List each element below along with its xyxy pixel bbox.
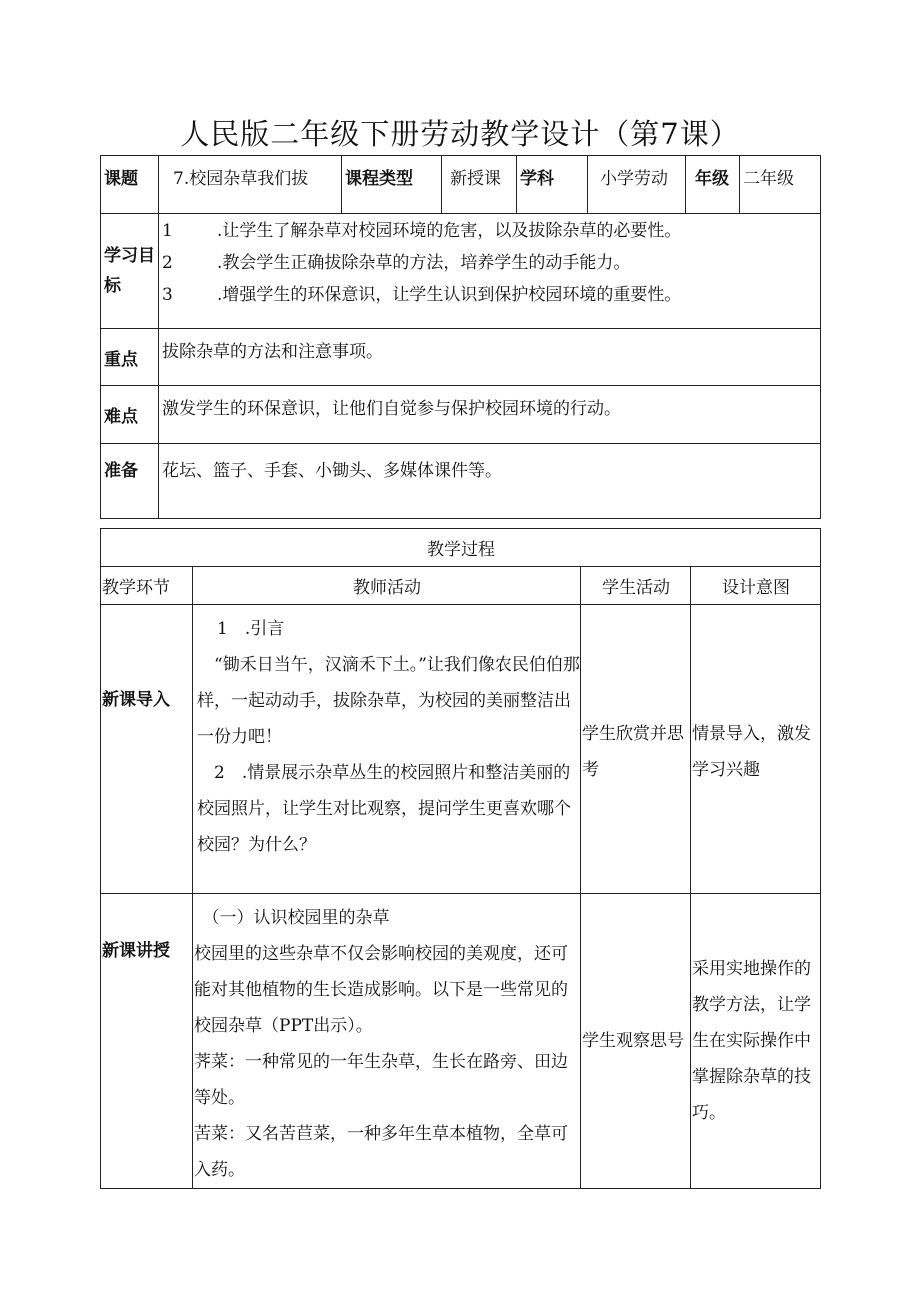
stage-cell: 新课讲授 xyxy=(101,894,193,1189)
teacher-paragraph: 苦菜：又名苦苣菜，一种多年生草本植物，全草可入药。 xyxy=(194,1124,568,1180)
goal-number: 2 xyxy=(162,253,173,273)
prep-value: 花坛、篮子、手套、小锄头、多媒体课件等。 xyxy=(159,444,821,519)
teacher-activity-cell xyxy=(193,894,581,1189)
lesson-label: 课题 xyxy=(101,156,159,214)
type-value: 新授课 xyxy=(442,156,517,214)
design-intent-cell: 采用实地操作的教学方法，让学生在实际操作中掌握除杂草的技巧。 xyxy=(691,894,821,1189)
student-activity-cell: 学生欣赏并思考 xyxy=(581,605,691,894)
goal-text: .让学生了解杂草对校园环境的危害，以及拔除杂草的必要性。 xyxy=(217,221,682,241)
page-title: 人民版二年级下册劳动教学设计（第7课） xyxy=(180,117,740,151)
goal-item xyxy=(162,247,820,279)
key-value: 拔除杂草的方法和注意事项。 xyxy=(159,329,821,386)
column-header: 教师活动 xyxy=(193,567,581,605)
key-label: 重点 xyxy=(101,329,159,386)
difficulty-value: 激发学生的环保意识，让他们自觉参与保护校园环境的行动。 xyxy=(159,386,821,444)
goals-list xyxy=(159,214,821,329)
teaching-process-table xyxy=(100,528,821,1189)
goal-number: 1 xyxy=(162,221,173,241)
teacher-paragraph: 校园里的这些杂草不仅会影响校园的美观度，还可能对其他植物的生长造成影响。以下是一些常见的校园杂草（PPT出示）。 xyxy=(194,944,568,1036)
student-activity-cell: 学生观察思号 xyxy=(581,894,691,1189)
teacher-activity-cell xyxy=(193,605,581,894)
goal-text: .增强学生的环保意识，让学生认识到保护校园环境的重要性。 xyxy=(217,285,682,305)
process-heading: 教学过程 xyxy=(101,529,821,567)
lesson-value: 7.校园杂草我们拔 xyxy=(159,156,342,214)
table-row xyxy=(101,894,821,1189)
grade-label: 年级 xyxy=(686,156,740,214)
design-intent-cell: 情景导入，激发学习兴趣 xyxy=(691,605,821,894)
goal-item xyxy=(162,279,820,311)
goals-label: 学习目标 xyxy=(101,214,159,329)
goal-number: 3 xyxy=(162,285,173,305)
goal-text: .教会学生正确拔除杂草的方法，培养学生的动手能力。 xyxy=(217,253,631,273)
lesson-info-table xyxy=(100,155,821,519)
teacher-paragraph: 荠菜：一种常见的一年生杂草，生长在路旁、田边等处。 xyxy=(194,1052,568,1108)
grade-value: 二年级 xyxy=(740,156,821,214)
teacher-paragraph: 2 .情景展示杂草丛生的校园照片和整洁美丽的校园照片，让学生对比观察，提问学生更喜欢哪个校园？为什么？ xyxy=(197,763,571,855)
table-row xyxy=(101,605,821,894)
stage-cell: 新课导入 xyxy=(101,605,193,894)
column-header: 学生活动 xyxy=(581,567,691,605)
subject-label: 学科 xyxy=(517,156,588,214)
column-header: 教学环节 xyxy=(101,567,193,605)
teacher-paragraph: （一）认识校园里的杂草 xyxy=(194,908,390,928)
teacher-paragraph: “锄禾日当午，汉滴禾下土。”让我们像农民伯伯那样，一起动动手，拔除杂草，为校园的美丽整洁出一份力吧！ xyxy=(197,655,580,747)
column-header: 设计意图 xyxy=(691,567,821,605)
goal-item xyxy=(162,215,820,247)
type-label: 课程类型 xyxy=(342,156,442,214)
difficulty-label: 难点 xyxy=(101,386,159,444)
prep-label: 准备 xyxy=(101,444,159,519)
subject-value: 小学劳动 xyxy=(588,156,686,214)
teacher-paragraph: 1 .引言 xyxy=(217,619,285,639)
